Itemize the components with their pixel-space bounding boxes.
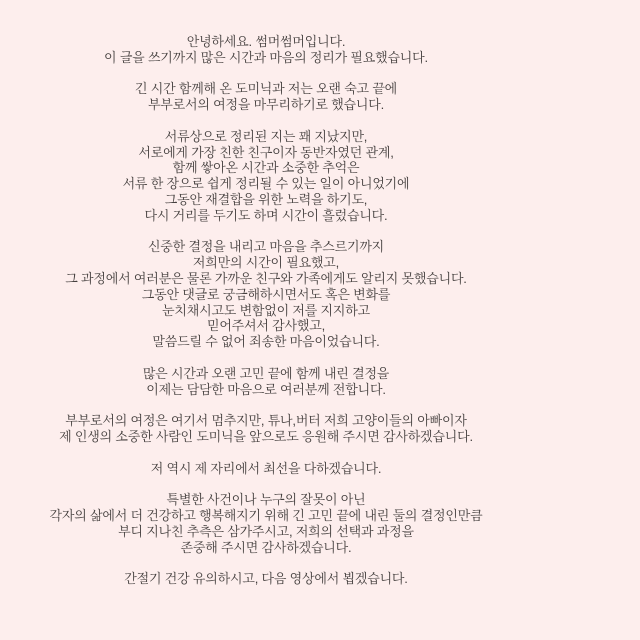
text-line: 저희만의 시간이 필요했고, xyxy=(192,255,340,271)
paragraph-promise xyxy=(0,461,532,477)
paragraph-respect-request xyxy=(0,492,532,555)
text-line: 눈치채시고도 변함없이 저를 지지하고 xyxy=(162,302,370,318)
paragraph-decision xyxy=(0,81,532,113)
text-line: 많은 시간과 오랜 고민 끝에 함께 내린 결정을 xyxy=(142,365,390,381)
text-line: 서류상으로 정리된 지는 꽤 지났지만, xyxy=(164,128,368,144)
statement-text-block xyxy=(0,34,532,587)
paragraph-apology xyxy=(0,239,532,350)
text-line: 각자의 삶에서 더 건강하고 행복해지기 위해 긴 고민 끝에 내린 둘의 결정인만큼 xyxy=(49,507,483,523)
text-line: 부디 지나친 추측은 삼가주시고, 저희의 선택과 과정을 xyxy=(118,523,414,539)
text-line: 안녕하세요. 썸머썸머입니다. xyxy=(186,34,346,49)
paragraph-process xyxy=(0,129,532,224)
text-line: 그동안 댓글로 궁금해하시면서도 혹은 변화를 xyxy=(141,286,391,302)
text-line: 그 과정에서 여러분은 물론 가까운 친구와 가족에게도 알리지 못했습니다. xyxy=(65,270,467,286)
text-line: 제 인생의 소중한 사람인 도미닉을 앞으로도 응원해 주시면 감사하겠습니다. xyxy=(59,428,473,444)
paragraph-announcement xyxy=(0,366,532,398)
text-line: 말씀드릴 수 없어 죄송한 마음이었습니다. xyxy=(152,334,380,350)
paragraph-support-request xyxy=(0,413,532,445)
text-line: 간절기 건강 유의하시고, 다음 영상에서 뵙겠습니다. xyxy=(124,571,408,587)
text-line: 특별한 사건이나 누구의 잘못이 아닌 xyxy=(166,492,366,508)
text-line: 이제는 담담한 마음으로 여러분께 전합니다. xyxy=(146,381,386,397)
paragraph-greeting xyxy=(0,34,532,66)
text-line: 서로에게 가장 친한 친구이자 동반자였던 관계, xyxy=(138,144,394,160)
text-line: 신중한 결정을 내리고 마음을 추스르기까지 xyxy=(147,239,385,255)
text-line: 그동안 재결합을 위한 노력을 하기도, xyxy=(164,191,368,207)
text-line: 함께 쌓아온 시간과 소중한 추억은 xyxy=(172,160,360,176)
text-line: 이 글을 쓰기까지 많은 시간과 마음의 정리가 필요했습니다. xyxy=(104,49,428,65)
text-line: 저 역시 제 자리에서 최선을 다하겠습니다. xyxy=(150,460,382,476)
text-line: 믿어주셔서 감사했고, xyxy=(206,318,326,334)
text-line: 부부로서의 여정을 마무리하기로 했습니다. xyxy=(147,97,385,113)
text-line: 부부로서의 여정은 여기서 멈추지만, 튜나,버터 저희 고양이들의 아빠이자 xyxy=(65,413,467,429)
text-line: 긴 시간 함께해 온 도미닉과 저는 오랜 숙고 끝에 xyxy=(134,81,398,97)
paragraph-closing xyxy=(0,571,532,587)
text-line: 존중해 주시면 감사하겠습니다. xyxy=(180,539,352,555)
text-line: 서류 한 장으로 쉽게 정리될 수 있는 일이 아니었기에 xyxy=(122,176,410,192)
text-line: 다시 거리를 두기도 하며 시간이 흘렀습니다. xyxy=(144,207,388,223)
